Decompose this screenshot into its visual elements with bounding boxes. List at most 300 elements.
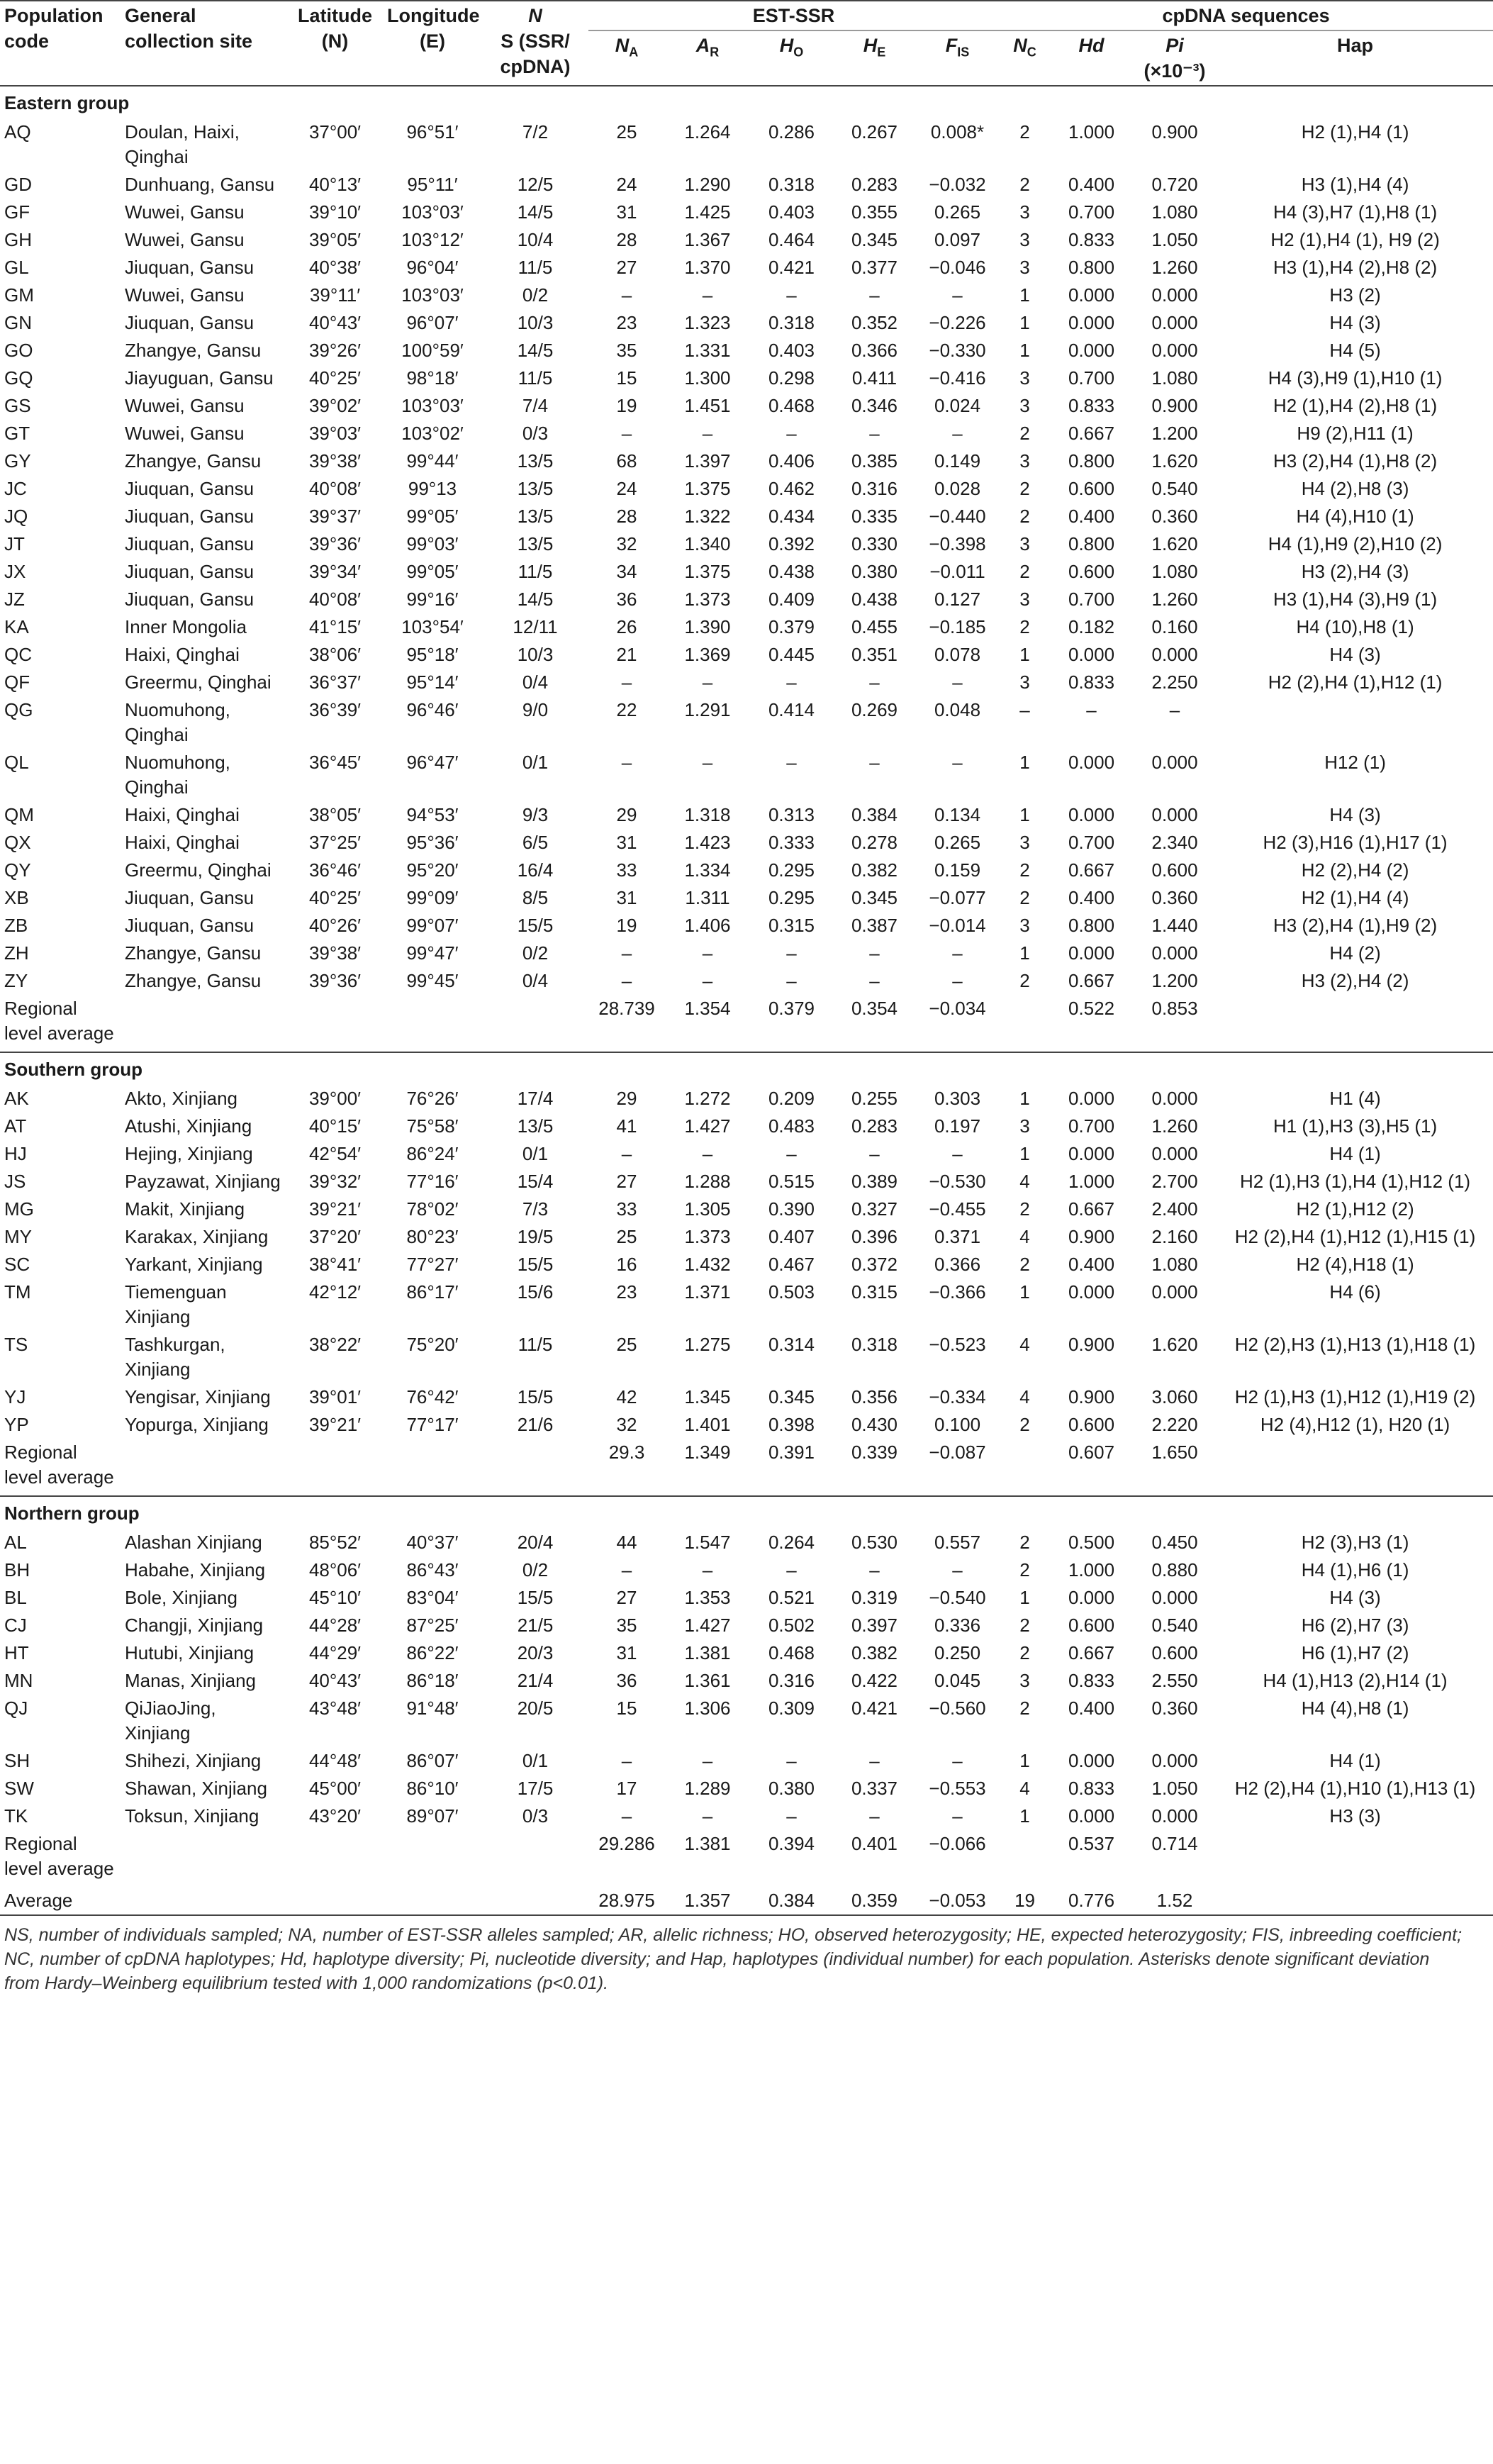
table-cell: – xyxy=(621,942,632,964)
table-cell: 0.450 xyxy=(1151,1532,1198,1553)
table-cell: XB xyxy=(4,887,29,908)
table-cell: – xyxy=(952,1805,963,1827)
table-cell: 31 xyxy=(616,201,637,223)
table-cell: 99°05′ xyxy=(406,506,459,527)
table-cell: 95°36′ xyxy=(406,832,459,853)
table-cell: 1.401 xyxy=(684,1414,731,1435)
table-cell: 3 xyxy=(1019,832,1030,853)
table-cell: Hutubi, Xinjiang xyxy=(125,1642,255,1663)
table-cell: QM xyxy=(4,804,34,825)
table-row xyxy=(0,1251,1493,1278)
table-cell: Shawan, Xinjiang xyxy=(125,1778,267,1799)
table-cell: H2 (1),H4 (1), H9 (2) xyxy=(1270,229,1440,250)
table-cell: – xyxy=(621,1143,632,1164)
table-row xyxy=(0,530,1493,558)
table-cell: 2 xyxy=(1019,1615,1030,1636)
table-cell: 0.000 xyxy=(1068,804,1115,825)
table-cell: −0.032 xyxy=(929,174,986,195)
table-cell: H2 (2),H4 (1),H12 (1) xyxy=(1268,671,1443,693)
table-cell: Zhangye, Gansu xyxy=(125,942,262,964)
table-cell: 0.468 xyxy=(768,395,815,416)
table-cell: 40°25′ xyxy=(308,367,362,389)
table-cell: 2 xyxy=(1019,1642,1030,1663)
table-cell: 36°39′ xyxy=(308,699,362,720)
table-cell: 0.000 xyxy=(1068,1805,1115,1827)
table-cell: 103°03′ xyxy=(401,395,464,416)
table-cell: 2.160 xyxy=(1151,1226,1198,1247)
table-cell: 0.667 xyxy=(1068,423,1115,444)
table-cell: 2.400 xyxy=(1151,1198,1198,1220)
table-cell: – xyxy=(786,1805,797,1827)
header-fis: $F_{IS}$ xyxy=(945,35,970,60)
table-cell: 25 xyxy=(616,1226,637,1247)
table-cell: 86°07′ xyxy=(406,1750,459,1771)
table-cell: H2 (2),H3 (1),H13 (1),H18 (1) xyxy=(1234,1334,1476,1355)
table-cell: 0.389 xyxy=(851,1171,898,1192)
table-cell: 0.000 xyxy=(1068,644,1115,665)
table-cell: 0.600 xyxy=(1151,1642,1198,1663)
table-cell: – xyxy=(869,1750,880,1771)
table-cell: 19/5 xyxy=(517,1226,554,1247)
table-cell: Regional level average xyxy=(4,1833,114,1879)
table-cell: 3 xyxy=(1019,229,1030,250)
table-cell: 95°20′ xyxy=(406,859,459,881)
table-cell: 0/2 xyxy=(522,942,549,964)
table-cell: 1.367 xyxy=(684,229,731,250)
table-row xyxy=(0,1775,1493,1802)
table-cell: 43°20′ xyxy=(308,1805,362,1827)
table-cell: 0.600 xyxy=(1068,478,1115,499)
table-cell: 96°07′ xyxy=(406,312,459,333)
table-cell: QY xyxy=(4,859,31,881)
table-cell: 0.377 xyxy=(851,257,898,278)
table-row xyxy=(0,1140,1493,1168)
table-cell: 13/5 xyxy=(517,478,554,499)
table-cell: 6/5 xyxy=(522,832,549,853)
table-cell: H3 (2),H4 (3) xyxy=(1301,561,1409,582)
header-he: $H_E$ xyxy=(863,35,886,60)
table-cell: H2 (3),H3 (1) xyxy=(1301,1532,1409,1553)
table-cell: 3.060 xyxy=(1151,1386,1198,1407)
table-cell: GF xyxy=(4,201,30,223)
table-cell: H4 (1) xyxy=(1329,1750,1381,1771)
table-cell: 0.339 xyxy=(851,1442,898,1463)
table-cell: 0.327 xyxy=(851,1198,898,1220)
table-cell: 3 xyxy=(1019,201,1030,223)
table-cell: AK xyxy=(4,1088,29,1109)
group-title: Eastern group xyxy=(4,92,130,113)
table-cell: – xyxy=(702,284,713,306)
table-cell: 13/5 xyxy=(517,1115,554,1137)
table-cell: Karakax, Xinjiang xyxy=(125,1226,269,1247)
table-cell: – xyxy=(621,970,632,991)
table-cell: 39°01′ xyxy=(308,1386,362,1407)
table-cell: 0.318 xyxy=(851,1334,898,1355)
table-cell: 0.316 xyxy=(768,1670,815,1691)
table-cell: – xyxy=(702,942,713,964)
table-row xyxy=(0,226,1493,254)
table-row xyxy=(0,1085,1493,1113)
header-hd: Hd xyxy=(1078,35,1105,56)
table-cell: 20/4 xyxy=(517,1532,554,1553)
table-cell: 0.800 xyxy=(1068,533,1115,554)
table-cell: 38°06′ xyxy=(308,644,362,665)
table-cell: 1.289 xyxy=(684,1778,731,1799)
table-cell: −0.077 xyxy=(929,887,986,908)
table-cell: 33 xyxy=(616,1198,637,1220)
table-cell: H2 (4),H18 (1) xyxy=(1296,1254,1414,1275)
table-cell: 2 xyxy=(1019,561,1030,582)
table-cell: 0.667 xyxy=(1068,859,1115,881)
table-cell: 0.267 xyxy=(851,121,898,143)
table-cell: 0.000 xyxy=(1151,942,1198,964)
table-cell: 39°26′ xyxy=(308,340,362,361)
table-cell: 0.371 xyxy=(934,1226,981,1247)
header-cpdna: cpDNA sequences xyxy=(999,1,1493,30)
table-cell: 0.455 xyxy=(851,616,898,637)
table-cell: SH xyxy=(4,1750,30,1771)
table-cell: 37°25′ xyxy=(308,832,362,853)
table-cell: H4 (3) xyxy=(1329,644,1381,665)
table-cell: 0.537 xyxy=(1068,1833,1115,1854)
table-cell: 9/3 xyxy=(522,804,549,825)
table-cell: 10/3 xyxy=(517,644,554,665)
table-cell: – xyxy=(786,423,797,444)
table-cell: MG xyxy=(4,1198,34,1220)
table-cell: 0.502 xyxy=(768,1615,815,1636)
table-cell: – xyxy=(621,752,632,773)
table-cell: 0.360 xyxy=(1151,887,1198,908)
table-cell: 14/5 xyxy=(517,340,554,361)
table-cell: 11/5 xyxy=(518,257,553,278)
table-cell: 3 xyxy=(1019,915,1030,936)
table-cell: 4 xyxy=(1019,1171,1030,1192)
table-cell: 24 xyxy=(616,478,637,499)
table-cell: 17/4 xyxy=(517,1088,554,1109)
table-cell: H3 (1),H4 (2),H8 (2) xyxy=(1273,257,1438,278)
table-cell: 0.265 xyxy=(934,832,981,853)
table-cell: GN xyxy=(4,312,32,333)
table-cell: 0.360 xyxy=(1151,506,1198,527)
table-cell: Haixi, Qinghai xyxy=(125,644,240,665)
table-cell: AT xyxy=(4,1115,27,1137)
table-cell: 29.286 xyxy=(598,1833,655,1854)
table-cell: 98°18′ xyxy=(406,367,459,389)
table-cell: 1.080 xyxy=(1151,201,1198,223)
table-cell: 39°34′ xyxy=(308,561,362,582)
table-cell: 77°17′ xyxy=(406,1414,459,1435)
table-cell: 1.406 xyxy=(684,915,731,936)
table-cell: 0.000 xyxy=(1068,340,1115,361)
table-cell: 29 xyxy=(616,804,637,825)
table-cell: 1.080 xyxy=(1151,1254,1198,1275)
table-cell: −0.416 xyxy=(929,367,986,389)
table-row xyxy=(0,171,1493,199)
table-cell: Wuwei, Gansu xyxy=(125,395,245,416)
table-cell: 2.250 xyxy=(1151,671,1198,693)
table-cell: 0.316 xyxy=(851,478,898,499)
table-cell: −0.226 xyxy=(929,312,986,333)
table-row xyxy=(0,364,1493,392)
table-cell: 2 xyxy=(1019,1532,1030,1553)
table-cell: Tashkurgan, Xinjiang xyxy=(125,1334,225,1380)
table-cell: 3 xyxy=(1019,533,1030,554)
table-cell: 1 xyxy=(1019,804,1030,825)
table-cell: 75°58′ xyxy=(406,1115,459,1137)
table-cell: 9/0 xyxy=(522,699,549,720)
table-row xyxy=(0,829,1493,857)
table-cell: 1.290 xyxy=(684,174,731,195)
table-cell: 23 xyxy=(616,1281,637,1303)
table-cell: Nuomuhong, Qinghai xyxy=(125,752,230,798)
table-cell: 0.283 xyxy=(851,1115,898,1137)
table-cell: 1 xyxy=(1019,284,1030,306)
table-cell: 7/2 xyxy=(522,121,549,143)
table-cell: 0.048 xyxy=(934,699,981,720)
table-cell: 0.000 xyxy=(1068,312,1115,333)
table-cell: 0.667 xyxy=(1068,1198,1115,1220)
table-cell: H4 (3),H7 (1),H8 (1) xyxy=(1273,201,1438,223)
table-cell: 0.400 xyxy=(1068,887,1115,908)
table-cell: – xyxy=(869,671,880,693)
table-cell: ZH xyxy=(4,942,29,964)
table-cell: 1.381 xyxy=(684,1833,731,1854)
table-cell: 0.833 xyxy=(1068,671,1115,693)
table-cell xyxy=(482,1887,588,1915)
table-cell: 0.700 xyxy=(1068,367,1115,389)
table-cell: 19 xyxy=(999,1887,1051,1915)
table-cell xyxy=(287,995,383,1052)
table-cell: 40°43′ xyxy=(308,1670,362,1691)
table-cell: 0.900 xyxy=(1068,1334,1115,1355)
table-row xyxy=(0,254,1493,281)
table-cell: 1.340 xyxy=(684,533,731,554)
table-cell: Shihezi, Xinjiang xyxy=(125,1750,262,1771)
table-cell: 99°44′ xyxy=(406,450,459,472)
table-cell: 0.421 xyxy=(768,257,815,278)
table-cell: 1 xyxy=(1019,1587,1030,1608)
table-cell: 1.300 xyxy=(684,367,731,389)
table-cell: 0.008* xyxy=(930,121,985,143)
table-cell: 0.360 xyxy=(1151,1698,1198,1719)
table-cell: 1.311 xyxy=(685,887,730,908)
table-cell: 1.323 xyxy=(684,312,731,333)
table-row xyxy=(0,1802,1493,1830)
table-cell: 0/4 xyxy=(522,970,549,991)
table-cell: – xyxy=(702,1750,713,1771)
table-cell: TM xyxy=(4,1281,31,1303)
table-cell: 0.265 xyxy=(934,201,981,223)
table-cell: GY xyxy=(4,450,31,472)
table-cell: 75°20′ xyxy=(406,1334,459,1355)
table-cell: 77°16′ xyxy=(406,1171,459,1192)
table-cell: H3 (3) xyxy=(1329,1805,1381,1827)
table-cell: 1.373 xyxy=(684,589,731,610)
table-cell: Zhangye, Gansu xyxy=(125,340,262,361)
header-population-code: Population code xyxy=(4,5,104,52)
table-cell: H3 (2) xyxy=(1329,284,1381,306)
group-title: Southern group xyxy=(0,1052,1493,1085)
table-cell: 0.500 xyxy=(1068,1532,1115,1553)
table-cell: 15/6 xyxy=(517,1281,554,1303)
table-cell: 40°15′ xyxy=(308,1115,362,1137)
table-cell: 99°47′ xyxy=(406,942,459,964)
table-cell: −0.334 xyxy=(929,1386,986,1407)
table-cell xyxy=(482,1830,588,1887)
table-cell: 95°18′ xyxy=(406,644,459,665)
table-cell: – xyxy=(869,284,880,306)
table-row xyxy=(0,475,1493,503)
table-cell: 85°52′ xyxy=(308,1532,362,1553)
table-cell: 3 xyxy=(1019,257,1030,278)
table-cell: 35 xyxy=(616,340,637,361)
table-cell: 0.333 xyxy=(768,832,815,853)
table-cell: 0.028 xyxy=(934,478,981,499)
table-row xyxy=(0,309,1493,337)
table-cell: 40°13′ xyxy=(308,174,362,195)
header-n: N S (SSR/ cpDNA) xyxy=(500,5,571,77)
table-cell: 2.220 xyxy=(1151,1414,1198,1435)
table-cell: 0.000 xyxy=(1151,644,1198,665)
table-cell: 40°08′ xyxy=(308,589,362,610)
table-cell: 0.390 xyxy=(768,1198,815,1220)
table-row xyxy=(0,1223,1493,1251)
table-cell: 0.000 xyxy=(1151,312,1198,333)
table-cell: 42 xyxy=(616,1386,637,1407)
table-cell: – xyxy=(952,970,963,991)
table-cell: 1.361 xyxy=(684,1670,731,1691)
overall-average-row xyxy=(0,1887,1493,1915)
table-cell: 21/6 xyxy=(517,1414,554,1435)
table-cell: 41°15′ xyxy=(308,616,362,637)
table-cell: 86°18′ xyxy=(406,1670,459,1691)
table-cell: 91°48′ xyxy=(406,1698,459,1719)
table-cell: 1.272 xyxy=(684,1088,731,1109)
table-cell: 2 xyxy=(1019,506,1030,527)
table-cell: H2 (4),H12 (1), H20 (1) xyxy=(1260,1414,1450,1435)
table-cell: 39°00′ xyxy=(308,1088,362,1109)
table-cell: AQ xyxy=(4,121,31,143)
table-cell: GL xyxy=(4,257,29,278)
table-cell: HJ xyxy=(4,1143,27,1164)
table-cell: 0.380 xyxy=(768,1778,815,1799)
table-cell: 1.451 xyxy=(684,395,731,416)
table-cell: 0.309 xyxy=(768,1698,815,1719)
table-cell: Jiuquan, Gansu xyxy=(125,533,255,554)
table-cell: 78°02′ xyxy=(406,1198,459,1220)
table-cell: 1 xyxy=(1019,340,1030,361)
table-cell: 3 xyxy=(1019,367,1030,389)
table-cell: 39°21′ xyxy=(308,1414,362,1435)
table-cell: Jiuquan, Gansu xyxy=(125,312,255,333)
table-cell: 0.336 xyxy=(934,1615,981,1636)
table-cell: 0.462 xyxy=(768,478,815,499)
table-cell: 0.380 xyxy=(851,561,898,582)
table-cell: 48°06′ xyxy=(308,1559,362,1581)
table-cell: 1.349 xyxy=(684,1442,731,1463)
table-cell: Bole, Xinjiang xyxy=(125,1587,237,1608)
table-cell: Dunhuang, Gansu xyxy=(125,174,275,195)
table-row xyxy=(0,857,1493,884)
group-header-row xyxy=(0,1052,1493,1085)
table-cell: GQ xyxy=(4,367,33,389)
table-cell: 2 xyxy=(1019,1559,1030,1581)
table-cell: Haixi, Qinghai xyxy=(125,804,240,825)
header-longitude: Longitude (E) xyxy=(387,5,480,52)
table-cell: 19 xyxy=(616,395,637,416)
table-cell: 10/4 xyxy=(517,229,554,250)
table-cell: 100°59′ xyxy=(401,340,464,361)
table-cell: – xyxy=(621,1805,632,1827)
table-cell: – xyxy=(952,752,963,773)
table-cell: 0.182 xyxy=(1068,616,1115,637)
table-cell: 28.739 xyxy=(598,998,655,1019)
table-cell: 0.379 xyxy=(768,616,815,637)
table-cell: 0.400 xyxy=(1068,1698,1115,1719)
table-cell: 40°43′ xyxy=(308,312,362,333)
table-cell: 0.000 xyxy=(1068,942,1115,964)
table-cell: 20/3 xyxy=(517,1642,554,1663)
table-cell: 0.100 xyxy=(934,1414,981,1435)
table-cell: Manas, Xinjiang xyxy=(125,1670,256,1691)
table-row xyxy=(0,1556,1493,1584)
table-cell: 0.298 xyxy=(768,367,815,389)
table-cell: H3 (2),H4 (1),H9 (2) xyxy=(1273,915,1438,936)
table-cell: 0.000 xyxy=(1151,1088,1198,1109)
table-cell: 32 xyxy=(616,533,637,554)
table-cell: Greermu, Qinghai xyxy=(125,859,272,881)
table-cell: H4 (10),H8 (1) xyxy=(1296,616,1414,637)
table-cell: 1.318 xyxy=(684,804,731,825)
table-cell: – xyxy=(952,1559,963,1581)
table-row xyxy=(0,1639,1493,1667)
table-cell: 23 xyxy=(616,312,637,333)
table-cell: 0.127 xyxy=(934,589,981,610)
table-row xyxy=(0,669,1493,696)
table-cell: 0.900 xyxy=(1151,395,1198,416)
table-cell: 27 xyxy=(616,257,637,278)
table-cell: 0.000 xyxy=(1151,1281,1198,1303)
table-cell xyxy=(482,1439,588,1496)
table-cell: Toksun, Xinjiang xyxy=(125,1805,259,1827)
table-cell: QF xyxy=(4,671,30,693)
table-cell: 36 xyxy=(616,1670,637,1691)
table-cell: 103°03′ xyxy=(401,284,464,306)
table-cell xyxy=(482,995,588,1052)
regional-average-row xyxy=(0,1830,1493,1887)
table-cell: 0.406 xyxy=(768,450,815,472)
table-cell: 1.050 xyxy=(1151,1778,1198,1799)
table-cell: 1.080 xyxy=(1151,561,1198,582)
regional-average-row xyxy=(0,995,1493,1052)
table-cell: 86°22′ xyxy=(406,1642,459,1663)
table-cell: 1.305 xyxy=(684,1198,731,1220)
table-cell: – xyxy=(786,752,797,773)
table-cell: 0.401 xyxy=(851,1833,898,1854)
table-cell: 0.515 xyxy=(768,1171,815,1192)
table-cell: Payzawat, Xinjiang xyxy=(125,1171,281,1192)
table-row xyxy=(0,199,1493,226)
table-cell: 39°03′ xyxy=(308,423,362,444)
table-cell: 29 xyxy=(616,1088,637,1109)
table-cell: 31 xyxy=(616,832,637,853)
table-cell: Regional level average xyxy=(4,998,114,1044)
table-cell: 2 xyxy=(1019,478,1030,499)
table-cell: 1.291 xyxy=(684,699,731,720)
table-cell: H1 (4) xyxy=(1329,1088,1381,1109)
table-cell: 0.800 xyxy=(1068,257,1115,278)
table-cell: – xyxy=(621,423,632,444)
